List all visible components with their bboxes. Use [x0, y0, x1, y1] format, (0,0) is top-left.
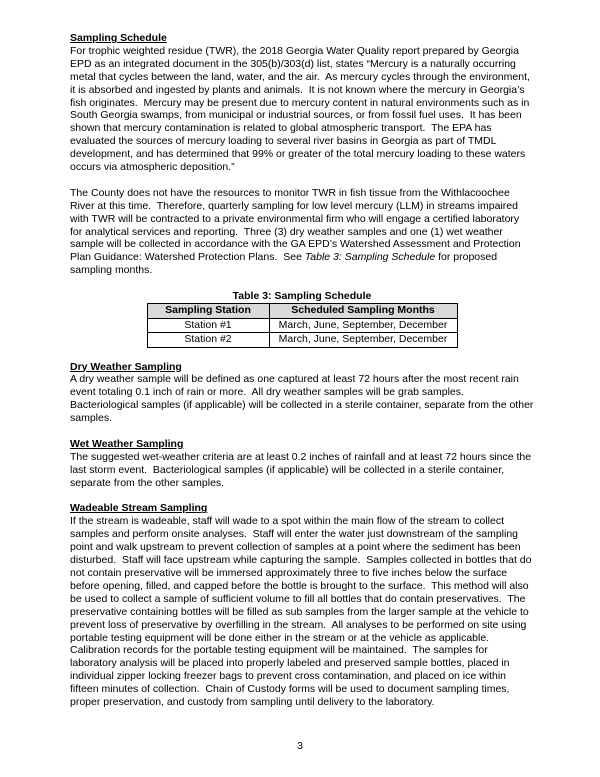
table-title: Table 3: Sampling Schedule	[232, 290, 372, 303]
column-header-sampling-station: Sampling Station	[147, 304, 269, 319]
paragraph-mercury-background: For trophic weighted residue (TWR), the 2018 Georgia Water Quality report prepared by Georgia EPD as an integrated document in the 305(b)/303(d) list, states “Mercury is a naturally occurring metal that cycles between the land, water, and the air. As mercury cycles through the environment, it is absorbed and ingested by plants and animals. It is not known where the mercury in Georgia’s fish originates. Mercury may be present due to mercury content in natural environments such as in South Georgia swamps, from municipal or industrial sources, or from fossil fuel uses. It has been shown that mercury contamination is related to global atmospheric transport. The EPA has evaluated the sources of mercury loading to several river basins in Georgia as part of TMDL development, and has determined that 99% or greater of the total mercury loading to these waters occurs via atmospheric deposition.”	[70, 44, 533, 174]
cell-station-2-months: March, June, September, December	[269, 333, 457, 348]
page-number: 3	[297, 740, 303, 752]
heading-wadeable-stream-sampling: Wadeable Stream Sampling	[70, 502, 208, 515]
heading-sampling-schedule: Sampling Schedule	[70, 32, 167, 44]
cell-station-1-months: March, June, September, December	[269, 318, 457, 333]
paragraph-county-monitoring	[70, 187, 534, 277]
table-header-row	[147, 304, 457, 319]
paragraph-text: The County does not have the resources to monitor TWR in fish tissue from the Withlacoochee River at this time. Therefore, quarterly sampling for low level mercury (LLM) in streams impaired with TWR will be contracted to a private environmental firm who will engage a certified laboratory for analytical services and reporting. Three (3) dry weather samples and one (1) wet weather sample will be collected in accordance with the GA EPD’s Watershed Assessment and Protection Plan Guidance: Watershed Protection Plans. See	[70, 186, 524, 264]
table-row	[147, 318, 457, 333]
paragraph-wadeable-stream: If the stream is wadeable, staff will wade to a spot within the main flow of the stream to collect samples and perform onsite analyses. Staff will enter the water just downstream of the sampling point and walk upstream to prevent collection of samples at a point where the sediment has been disturbed. Staff will face upstream while capturing the sample. Samples collected in bottles that do not contain preservative will be immersed approximately three to five inches below the surface before opening, filled, and capped before the bottle is brought to the surface. This method will also be used to collect a sample of sufficient volume to fill all bottles that do contain preservatives. The preservative containing bottles will be filled as sub samples from the larger sample at the vehicle to prevent loss of preservative by overfilling in the stream. All analyses to be performed on site using portable testing equipment will be done either in the stream or at the vehicle as applicable. Calibration records for the portable testing equipment will be maintained. The samples for laboratory analysis will be placed into properly labeled and preserved sample bottles, placed in individual zipper locking freezer bags to prevent cross contamination, and placed on ice within fifteen minutes of collection. Chain of Custody forms will be used to document sampling times, proper preservation, and custody from sampling until delivery to the laboratory.	[70, 515, 535, 709]
table-reference: Table 3: Sampling Schedule	[304, 251, 436, 264]
paragraph-dry-weather: A dry weather sample will be defined as one captured at least 72 hours after the most recent rain event totaling 0.1 inch of rain or more. All dry weather samples will be grab samples. Bacteriological samples (if applicable) will be collected in a sterile container, separate from the other samples.	[70, 373, 537, 425]
column-header-scheduled-months: Scheduled Sampling Months	[269, 304, 457, 319]
cell-station-1: Station #1	[147, 318, 269, 333]
sampling-schedule-table	[147, 303, 458, 348]
heading-wet-weather-sampling: Wet Weather Sampling	[70, 437, 184, 450]
paragraph-text: for proposed sampling months.	[70, 251, 500, 277]
table-row	[147, 333, 457, 348]
heading-dry-weather-sampling: Dry Weather Sampling	[70, 360, 182, 373]
cell-station-2: Station #2	[147, 333, 269, 348]
paragraph-wet-weather: The suggested wet-weather criteria are at least 0.2 inches of rainfall and at least 72 hours since the last storm event. Bacteriological samples (if applicable) will be collected in a sterile container, separate from the other samples.	[70, 450, 535, 489]
